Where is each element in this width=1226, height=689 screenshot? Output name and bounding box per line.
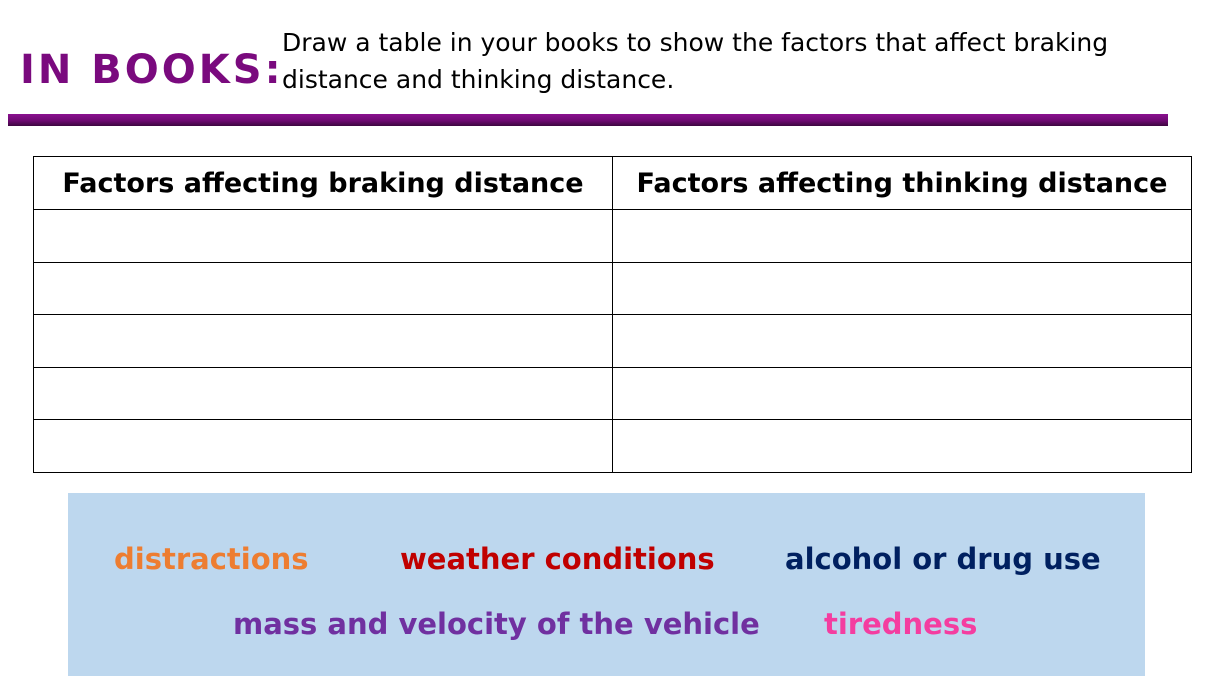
table-cell-thinking <box>613 262 1192 315</box>
table-cell-thinking <box>613 367 1192 420</box>
factors-table <box>33 156 1192 473</box>
table-header-row <box>34 157 1192 210</box>
word-tiredness: tiredness <box>824 607 978 641</box>
divider-rule <box>8 114 1168 126</box>
table-row <box>34 315 1192 368</box>
table-cell-thinking <box>613 420 1192 473</box>
table-cell-thinking <box>613 315 1192 368</box>
table-row <box>34 420 1192 473</box>
instruction-text: Draw a table in your books to show the factors that affect braking distance and thinking distance. <box>282 28 1109 94</box>
table-cell-thinking <box>613 210 1192 263</box>
word-weather-conditions: weather conditions <box>400 542 715 576</box>
header-thinking: Factors affecting thinking distance <box>613 157 1192 210</box>
table-row <box>34 210 1192 263</box>
word-alcohol-or-drug-use: alcohol or drug use <box>785 542 1101 576</box>
table-row <box>34 262 1192 315</box>
table-cell-braking <box>34 210 613 263</box>
table-cell-braking <box>34 262 613 315</box>
table-row <box>34 367 1192 420</box>
table-cell-braking <box>34 420 613 473</box>
word-mass-and-velocity: mass and velocity of the vehicle <box>233 607 760 641</box>
table-cell-braking <box>34 367 613 420</box>
header-braking: Factors affecting braking distance <box>34 157 613 210</box>
in-books-heading: IN BOOKS: <box>20 47 284 93</box>
word-bank <box>68 493 1145 676</box>
word-distractions: distractions <box>114 542 309 576</box>
table-cell-braking <box>34 315 613 368</box>
